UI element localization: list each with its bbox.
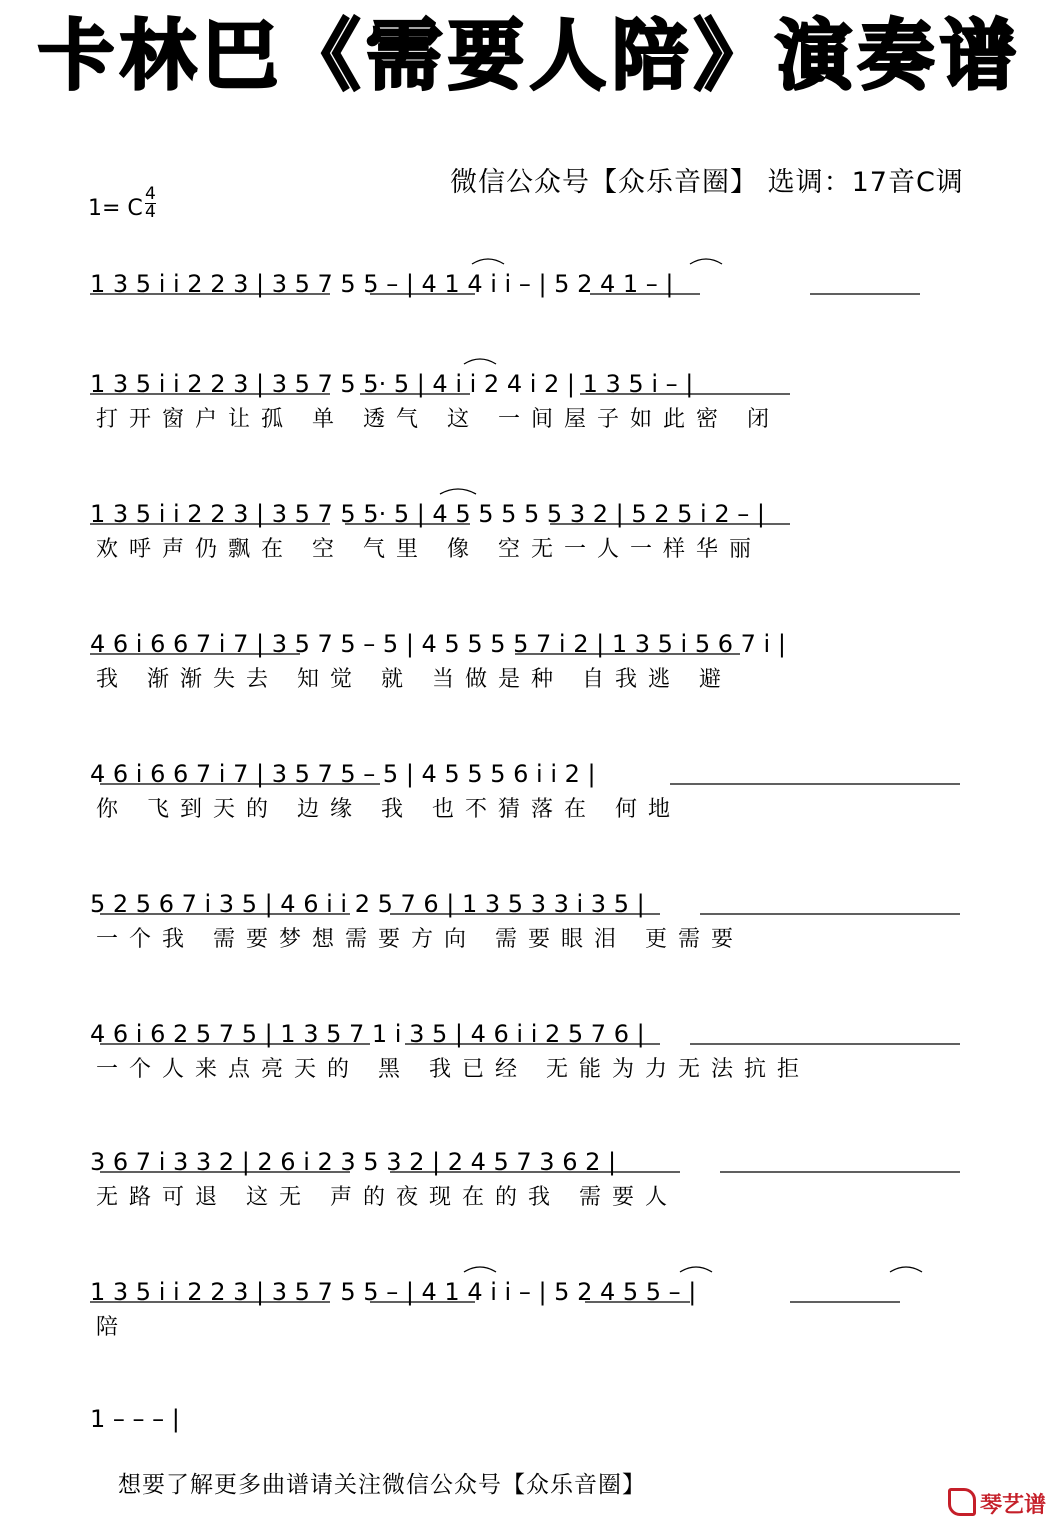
footer-note: 想要了解更多曲谱请关注微信公众号【众乐音圈】 — [118, 1472, 646, 1498]
score-system-2: 1 3 5 i i 2 2 3 | 3 5 7 5 5· 5 | 4 i i 2 4 i 2 | 1 3 5 i – | — [90, 370, 694, 398]
key-signature: 1= C — [88, 196, 143, 221]
lyrics-line-5: 你 飞到天的 边缘 我 也不猜落在 何地 — [96, 797, 681, 822]
logo-icon — [948, 1488, 976, 1516]
logo-text: 琴艺谱 — [979, 1493, 1046, 1518]
score-system-8: 3 6 7 i 3 3 2 | 2 6 i 2 3 5 3 2 | 2 4 5 7 3 6 2 | — [90, 1148, 617, 1176]
time-signature-bottom: 4 — [145, 202, 156, 222]
score-system-4: 4 6 i 6 6 7 i 7 | 3 5 7 5 – 5 | 4 5 5 5 5 7 i 2 | 1 3 5 i 5 6 7 i | — [90, 630, 786, 658]
score-system-3: 1 3 5 i i 2 2 3 | 3 5 7 5 5· 5 | 4 5 5 5 5 5 3 2 | 5 2 5 i 2 – | — [90, 500, 765, 528]
score-system-1: 1 3 5 i i 2 2 3 | 3 5 7 5 5 – | 4 1 4 i i – | 5 2 4 1 – | — [90, 270, 674, 298]
score-system-5: 4 6 i 6 6 7 i 7 | 3 5 7 5 – 5 | 4 5 5 5 6 i i 2 | — [90, 760, 596, 788]
site-logo — [948, 1488, 1046, 1519]
lyrics-line-4: 我 渐渐失去 知觉 就 当做是种 自我逃 避 — [96, 667, 732, 692]
lyrics-line-9: 陪 — [96, 1315, 130, 1340]
lyrics-line-3: 欢呼声仍飘在 空 气里 像 空无一人一样华丽 — [96, 537, 762, 562]
score-system-9: 1 3 5 i i 2 2 3 | 3 5 7 5 5 – | 4 1 4 i i – | 5 2 4 5 5 – | — [90, 1278, 697, 1306]
score-system-10: 1 – – – | — [90, 1405, 180, 1433]
lyrics-line-6: 一个我 需要梦想需要方向 需要眼泪 更需要 — [96, 927, 744, 952]
time-signature-top: 4 — [145, 184, 156, 204]
score-system-7: 4 6 i 6 2 5 7 5 | 1 3 5 7 1 i 3 5 | 4 6 i i 2 5 7 6 | — [90, 1020, 645, 1048]
subtitle: 微信公众号【众乐音圈】 选调：17音C调 — [450, 167, 964, 198]
lyrics-line-8: 无路可退 这无 声的夜现在的我 需要人 — [96, 1185, 678, 1210]
lyrics-line-2: 打开窗户让孤 单 透气 这 一间屋子如此密 闭 — [96, 407, 780, 432]
lyrics-line-7: 一个人来点亮天的 黑 我已经 无能为力无法抗拒 — [96, 1057, 810, 1082]
page-title: 卡林巴《需要人陪》演奏谱 — [38, 11, 1022, 100]
score-system-6: 5 2 5 6 7 i 3 5 | 4 6 i i 2 5 7 6 | 1 3 5 3 3 i 3 5 | — [90, 890, 645, 918]
